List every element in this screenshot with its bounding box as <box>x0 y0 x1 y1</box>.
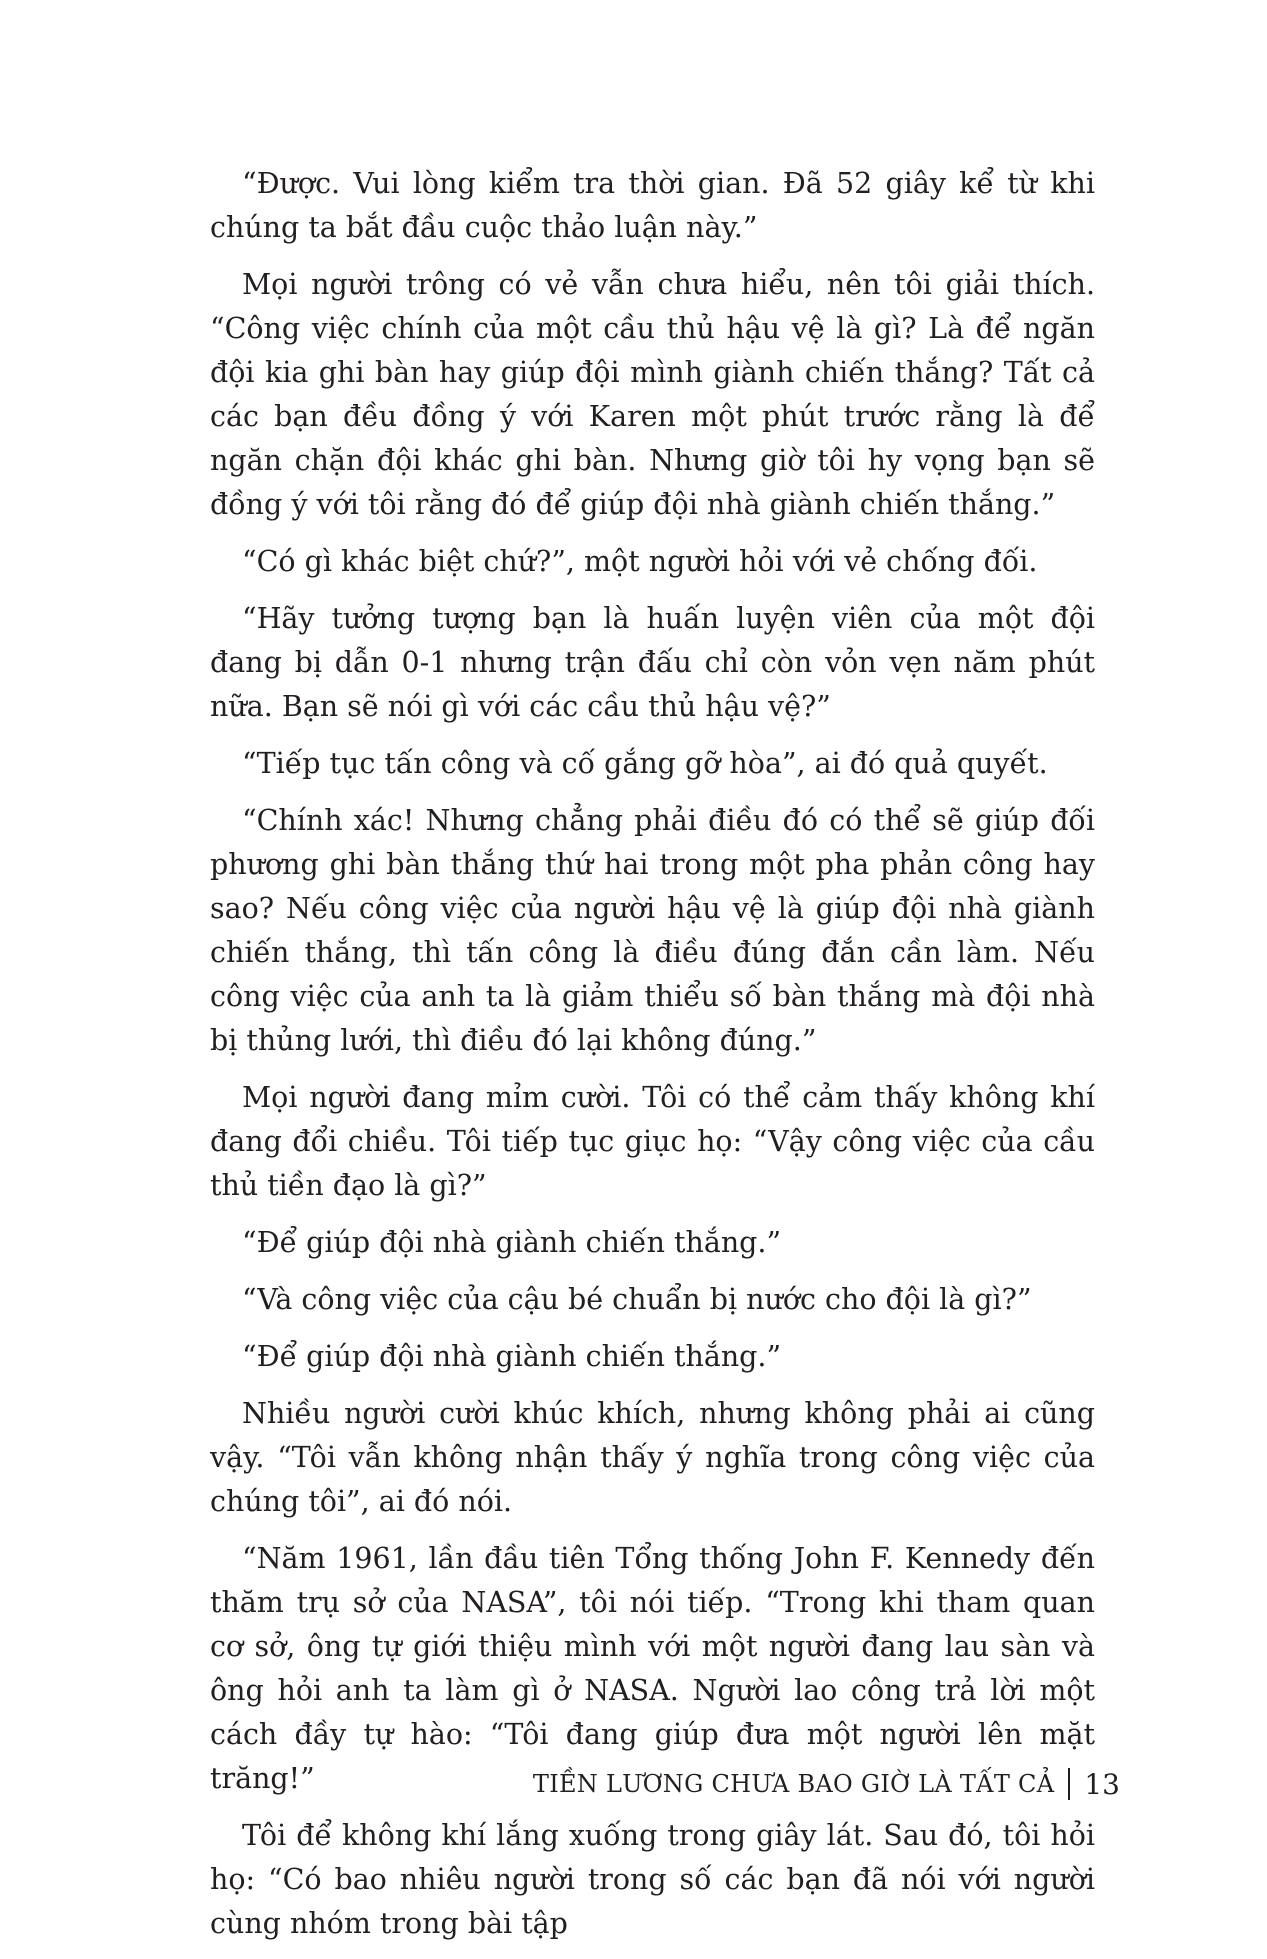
paragraph: “Chính xác! Nhưng chẳng phải điều đó có thể sẽ giúp đối phương ghi bàn thắng thứ hai trong một pha phản công hay sao? Nếu công việc của người hậu vệ là giúp đội nhà giành chiến thắng, thì tấn công là điều đúng đắn cần làm. Nếu công việc của anh ta là giảm thiểu số bàn thắng mà đội nhà bị thủng lưới, thì điều đó lại không đúng.” <box>210 804 1095 1057</box>
running-footer <box>533 1762 1120 1806</box>
paragraph: “Và công việc của cậu bé chuẩn bị nước cho đội là gì?” <box>242 1283 1032 1316</box>
footer-divider <box>1068 1768 1070 1800</box>
paragraph: “Năm 1961, lần đầu tiên Tổng thống John F. Kennedy đến thăm trụ sở của NASA”, tôi nói tiếp. “Trong khi tham quan cơ sở, ông tự giới thiệu mình với một người đang lau sàn và ông hỏi anh ta làm gì ở NASA. Người lao công trả lời một cách đầy tự hào: “Tôi đang giúp đưa một người lên mặt trăng!” <box>210 1542 1095 1795</box>
paragraph: “Được. Vui lòng kiểm tra thời gian. Đã 52 giây kể từ khi chúng ta bắt đầu cuộc thảo luận này.” <box>210 167 1095 244</box>
paragraph: “Tiếp tục tấn công và cố gắng gỡ hòa”, ai đó quả quyết. <box>242 747 1048 780</box>
paragraph: Tôi để không khí lắng xuống trong giây lát. Sau đó, tôi hỏi họ: “Có bao nhiêu người trong số các bạn đã nói với người cùng nhóm trong bài tập <box>210 1819 1095 1940</box>
paragraph: Mọi người trông có vẻ vẫn chưa hiểu, nên tôi giải thích. “Công việc chính của một cầu thủ hậu vệ là gì? Là để ngăn đội kia ghi bàn hay giúp đội mình giành chiến thắng? Tất cả các bạn đều đồng ý với Karen một phút trước rằng là để ngăn chặn đội khác ghi bàn. Nhưng giờ tôi hy vọng bạn sẽ đồng ý với tôi rằng đó để giúp đội nhà giành chiến thắng.” <box>210 268 1095 521</box>
paragraph: Nhiều người cười khúc khích, nhưng không phải ai cũng vậy. “Tôi vẫn không nhận thấy ý nghĩa trong công việc của chúng tôi”, ai đó nói. <box>210 1397 1095 1518</box>
page-number: 13 <box>1084 1767 1120 1801</box>
paragraph: “Có gì khác biệt chứ?”, một người hỏi với vẻ chống đối. <box>242 545 1038 578</box>
paragraph: “Để giúp đội nhà giành chiến thắng.” <box>242 1226 782 1259</box>
body-text <box>210 162 1095 1959</box>
paragraph: “Để giúp đội nhà giành chiến thắng.” <box>242 1340 782 1373</box>
paragraph: Mọi người đang mỉm cười. Tôi có thể cảm thấy không khí đang đổi chiều. Tôi tiếp tục giục họ: “Vậy công việc của cầu thủ tiền đạo là gì?” <box>210 1081 1095 1202</box>
book-title: TIỀN LƯƠNG CHƯA BAO GIỜ LÀ TẤT CẢ <box>532 1770 1055 1798</box>
paragraph: “Hãy tưởng tượng bạn là huấn luyện viên của một đội đang bị dẫn 0-1 nhưng trận đấu chỉ còn vỏn vẹn năm phút nữa. Bạn sẽ nói gì với các cầu thủ hậu vệ?” <box>210 602 1095 723</box>
